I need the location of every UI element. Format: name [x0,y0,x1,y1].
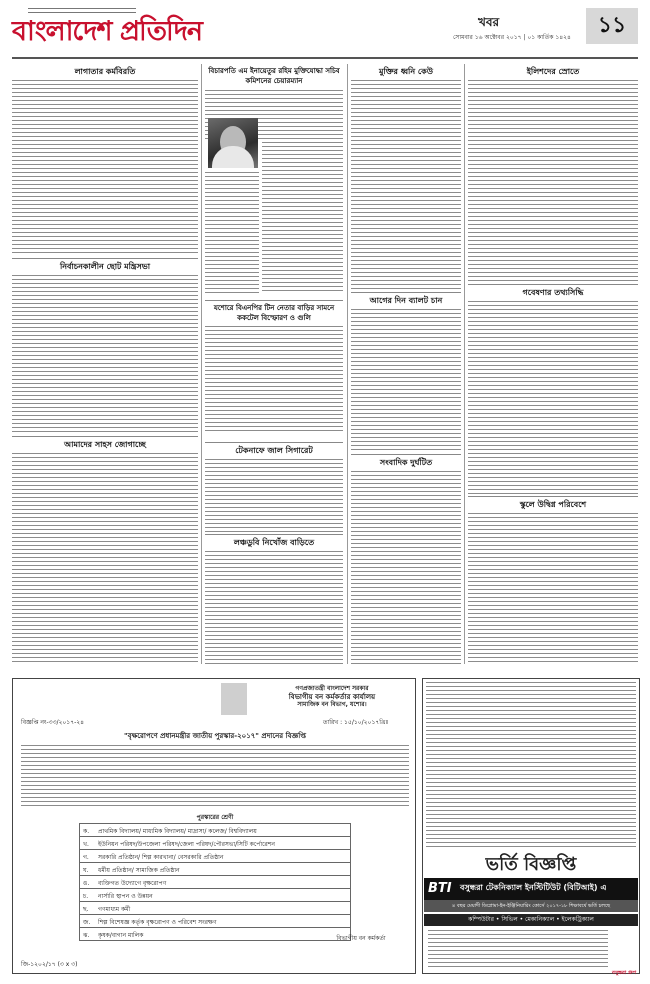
article-body [468,513,638,664]
portrait-shirt [212,146,254,168]
ad-memo-date: তারিখ : ১৫/১০/২০১৭খ্রিঃ [323,719,389,726]
ad-table-row-number: ছ. [83,906,89,913]
article-body [351,471,461,664]
ad-table-row-number: ঝ. [83,932,90,939]
article-strike-continues [12,66,198,256]
article-headline: নির্বাচনকালীন ছোট মন্ত্রিসভা [59,262,151,271]
article-research [468,284,638,494]
article-body [205,459,343,532]
ad-table-row-number: গ. [83,854,89,861]
masthead [0,0,650,64]
ad-body-text [21,745,409,809]
ad-table-row-text: শিল্প বিশেষজ্ঞ কর্তৃক বৃক্ষরোপণ ও পরিবেশ সংরক্ষণ [98,919,217,926]
bti-group-logo: বসুন্ধরা গ্রুপ [612,970,637,976]
ad-table-row [79,876,351,889]
article-headline: ইলিশদের স্রোতে [526,67,580,76]
ad-govt-line3: সামাজিক বন বিভাগ, যশোর। [297,701,367,708]
article-body [205,551,343,664]
column-divider [201,64,202,664]
article-body [12,80,198,256]
section-title: খবর [478,15,500,29]
article-launch-missing [205,534,343,664]
article-journalist [351,454,461,664]
ad-footer-code: জি-১২০২/১৭ (৩ x ৩) [21,961,78,968]
ad-table-row [79,902,351,915]
article-teknaf [205,442,343,532]
article-body [12,275,198,434]
ad-govt-header [257,685,407,709]
article-headline: বিচারপতি এম ইনায়েতুর রহিম মুক্তিযোদ্ধা সচিব কমিশনের চেয়ারম্যান [208,67,340,85]
ad-table-row-text: কৃষক/বাগান মালিক [98,932,144,939]
bti-name-bar [424,878,638,900]
ad-title: "বৃক্ষরোপণে প্রধানমন্ত্রীর জাতীয় পুরস্কার-২০১৭" প্রদানের বিজ্ঞপ্তি [124,732,306,740]
article-body [468,80,638,282]
article-small-cabinet [12,258,198,434]
article-headline: গবেষণার তথ্যসিদ্ধি [522,288,584,297]
bti-course-line: ৪ বছর মেয়াদী ডিপ্লোমা-ইন-ইঞ্জিনিয়ারিং কোর্সে ২০১৭-১৮ শিক্ষাবর্ষে ভর্তি চলছে [424,900,638,912]
article-headline: লঞ্চডুবি নিখোঁজ বাড়িতে [233,538,315,547]
bti-logo: BTI [428,881,452,896]
ad-memo-number: বিজ্ঞপ্তি নং-৩৩/২০১৭-২৪ [21,719,85,726]
article-headline: আমাদের সাহস জোগাচ্ছে [64,440,146,449]
header-rule [12,57,638,59]
newspaper-logo: বাংলাদেশ প্রতিদিন [12,16,202,47]
ad-table-row-number: খ. [83,841,89,848]
ad-govt-line2: বিভাগীয় বন কর্মকর্তার কার্যালয় [288,693,376,701]
ad-govt-line1: গণপ্রজাতন্ত্রী বাংলাদেশ সরকার [295,685,369,692]
bti-institute-name: বসুন্ধরা টেকনিক্যাল ইনস্টিটিউট (বিটিআই) এ [460,883,607,892]
ad-table-row-text: ইউনিয়ন পরিষদ/উপজেলা পরিষদ/জেলা পরিষদ/পৌরসভা/সিটি কর্পোরেশন [98,841,275,848]
ad-table-row [79,837,351,850]
ad-table-row [79,850,351,863]
ad-table-row-number: ক. [83,828,90,835]
bti-top-text [426,682,636,850]
article-headline: মুক্তির ধ্বনি কেউ [379,67,433,76]
ad-table-row-text: প্রাথমিক বিদ্যালয়/ মাধ্যমিক বিদ্যালয়/ মাদ্রাসা/ কলেজ/ বিশ্ববিদ্যালয় [98,828,257,835]
ad-table-row-number: জ. [83,919,91,926]
article-body [205,172,259,294]
bti-departments: কম্পিউটার • সিভিল • মেকানিক্যাল • ইলেকট্রিক্যাল [424,914,638,926]
bti-details [428,930,608,970]
pm-portrait-photo [221,683,247,715]
article-body [205,326,343,432]
article-headline: লাগাতার কর্মবিরতি [74,67,136,76]
ad-table-title: পুরস্কারের শ্রেণী [196,814,234,821]
ad-table-row-number: চ. [83,893,89,900]
ad-table-row-text: গণমাধ্যম কর্মী [98,906,131,913]
article-body [351,309,461,452]
ad-table-row-number: ঘ. [83,867,89,874]
article-body [351,80,461,290]
ad-table-row-text: নার্সারি স্থাপন ও উন্নয়ন [98,893,153,900]
govt-forest-ad [12,678,416,974]
article-justice-body-left [205,172,259,294]
ad-table-row-text: সরকারি প্রতিষ্ঠান/ শিল্প কারখানা/ বেসরকারি প্রতিষ্ঠান [98,854,224,861]
bti-heading: ভর্তি বিজ্ঞপ্তি [424,852,638,878]
article-school [468,496,638,664]
article-ballot-before [351,292,461,452]
ad-table-row [79,824,351,837]
article-headline: আগের দিন ব্যালট চান [369,296,443,305]
bti-details-text [428,930,608,970]
article-body [262,118,343,294]
page-number: ১১ [586,8,638,44]
ad-table-row [79,889,351,902]
issue-date: সোমবার ১৬ অক্টোবর ২০১৭ | ০১ কার্তিক ১৪২৪ [453,34,571,41]
article-justice-body-right [262,118,343,294]
article-hilsa [468,66,638,282]
article-bnp-leader-house [205,300,343,440]
article-headline: স্কুলে উদ্বিগ্ন পরিবেশে [519,500,587,509]
article-liberation-cry [351,66,461,290]
ad-table-row-text: ব্যক্তিগত উদ্যোগে বৃক্ষরোপণ [98,880,167,887]
article-headline: যশোরে বিএনপির টিন নেতার বাড়ির সামনে ককটেল বিস্ফোরণ ও গুলি [213,304,335,322]
ad-signer: বিভাগীয় বন কর্মকর্তা [336,935,386,942]
article-our-courage [12,436,198,664]
ad-table-row-text: ধর্মীয় প্রতিষ্ঠান/ সামাজিক প্রতিষ্ঠান [98,867,180,874]
article-headline: সংবাদিক দুর্ঘটিত [379,458,433,467]
article-headline: টেকনাফে জাল সিগারেট [235,446,313,455]
ad-table-row [79,863,351,876]
bti-top-strip [426,682,636,850]
ad-table-row [79,928,351,941]
column-divider [347,64,348,664]
justice-portrait-photo [208,118,258,168]
article-body [468,301,638,494]
ad-table-row [79,915,351,928]
column-divider [464,64,465,664]
article-body [12,453,198,664]
ad-table-row-number: ঙ. [83,880,90,887]
